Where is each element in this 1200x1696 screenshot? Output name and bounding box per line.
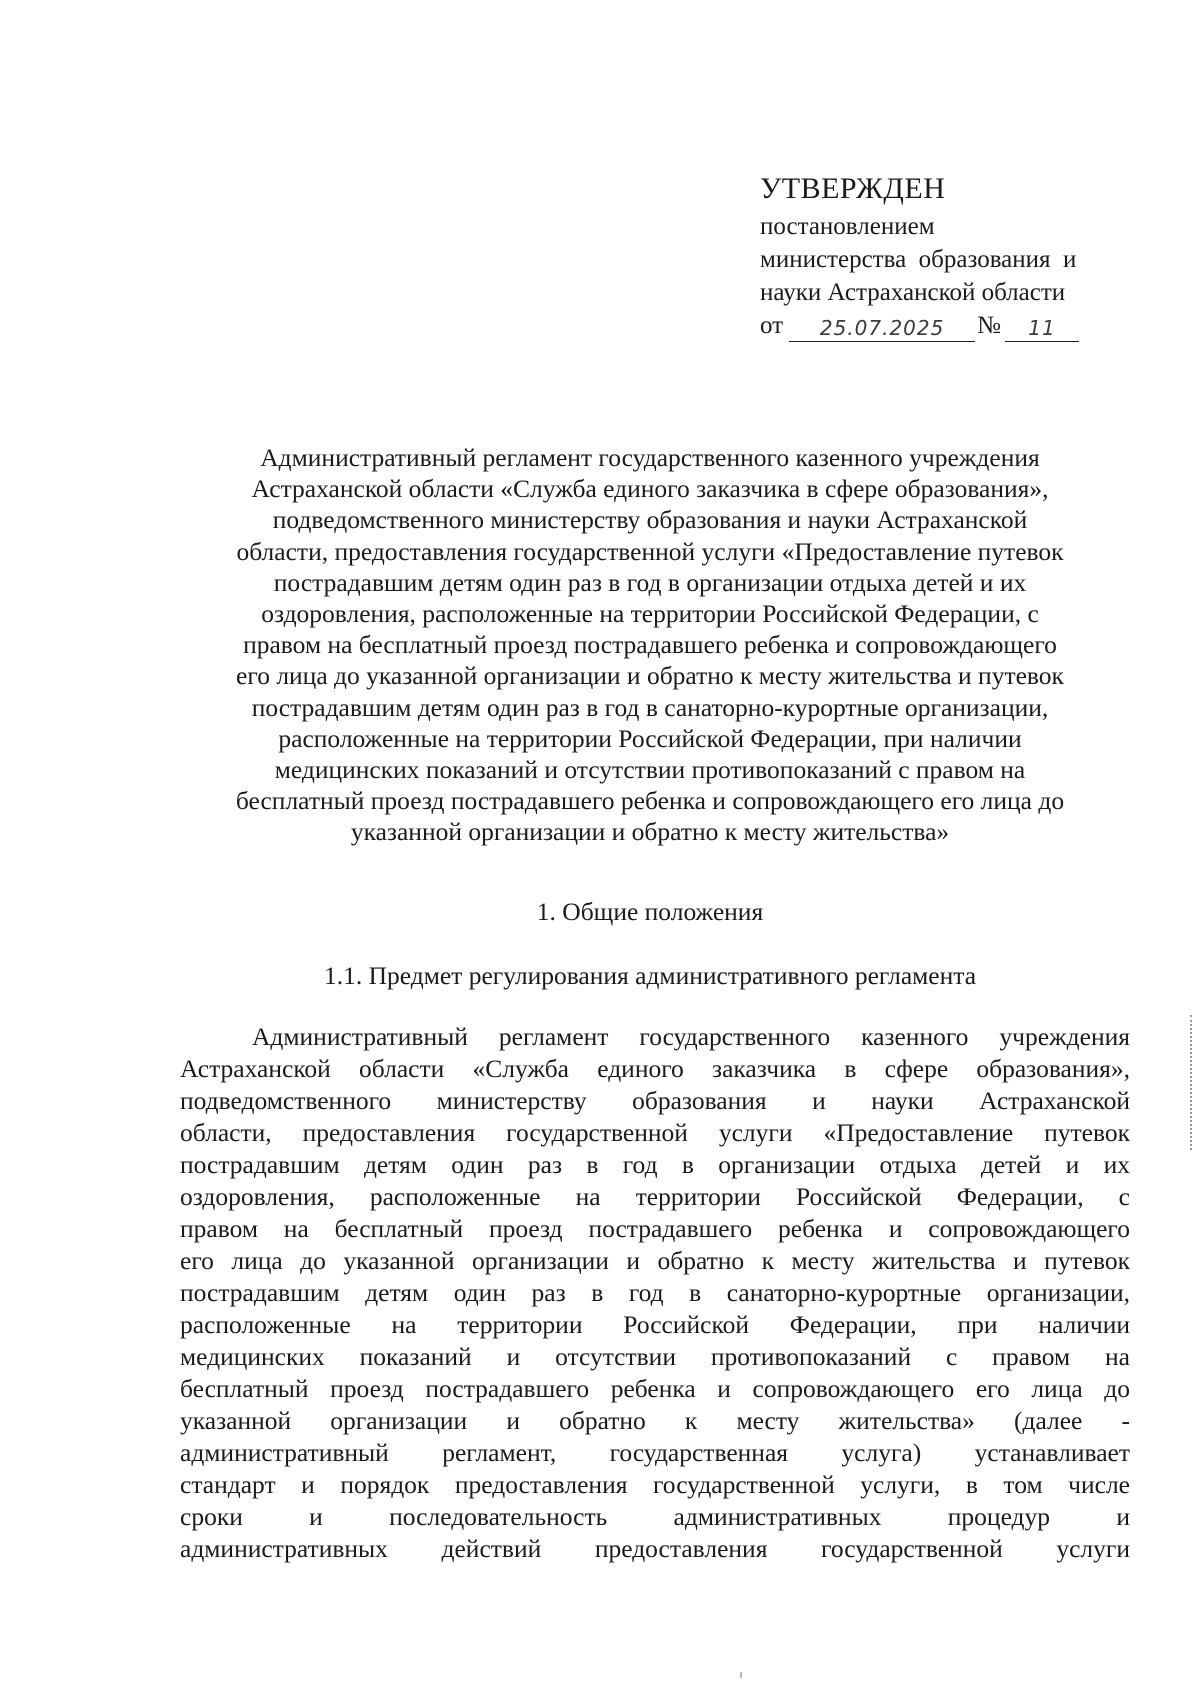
approval-line: постановлением [760, 213, 935, 240]
body-line: расположенные на территории Российской Федерации, при наличии [180, 1310, 1130, 1339]
body-line: стандарт и порядок предоставления государственной услуги, в том числе [180, 1470, 1130, 1499]
body-line: сроки и последовательность административных процедур и [180, 1502, 1130, 1531]
date-prefix: от [760, 312, 784, 339]
body-line: указанной организации и обратно к месту жительства» (далее - [180, 1406, 1130, 1435]
body-line: пострадавшим детям один раз в год в санаторно-курортные организации, [180, 1278, 1130, 1307]
title-line: расположенные на территории Российской Федерации, при наличии [278, 723, 1022, 753]
scan-speck [740, 1672, 742, 1678]
title-line: Астраханской области «Служба единого заказчика в сфере образования», [251, 474, 1049, 504]
approval-line: министерства образования и [760, 246, 1077, 273]
number-sign: № [977, 312, 1001, 339]
body-line: пострадавшим детям один раз в год в организации отдыха детей и их [180, 1150, 1130, 1179]
title-line: оздоровления, расположенные на территории Российской Федерации, с [261, 599, 1039, 629]
title-line: подведомственного министерству образования и науки Астраханской [272, 505, 1028, 535]
approval-line: науки Астраханской области [760, 279, 1066, 306]
handwritten-date: 25.07.2025 [789, 315, 975, 342]
body-line: правом на бесплатный проезд пострадавшего ребенка и сопровождающего [180, 1214, 1130, 1243]
document-title [180, 442, 1120, 848]
body-line: Административный регламент государственного казенного учреждения [252, 1022, 1130, 1051]
title-line: его лица до указанной организации и обратно к месту жительства и путевок [236, 661, 1064, 691]
body-line: Астраханской области «Служба единого заказчика в сфере образования», [180, 1054, 1130, 1083]
approval-title: УТВЕРЖДЕН [760, 172, 946, 205]
title-line: области, предоставления государственной услуги «Предоставление путевок [236, 536, 1064, 566]
body-line: административных действий предоставления государственной услуги [180, 1534, 1130, 1563]
title-line: указанной организации и обратно к месту жительства» [350, 817, 950, 847]
body-line: бесплатный проезд пострадавшего ребенка и сопровождающего его лица до [180, 1374, 1130, 1403]
title-line: правом на бесплатный проезд пострадавшего ребенка и сопровождающего [243, 630, 1057, 660]
body-line: административный регламент, государственная услуга) устанавливает [180, 1438, 1130, 1467]
approval-stamp-block [760, 172, 1140, 342]
approval-date-line [760, 309, 1140, 342]
body-line: подведомственного министерству образования и науки Астраханской [180, 1086, 1130, 1115]
title-line: Административный регламент государственного казенного учреждения [260, 443, 1040, 472]
body-line: области, предоставления государственной услуги «Предоставление путевок [180, 1118, 1130, 1147]
section-heading: 1. Общие положения [536, 897, 764, 926]
subsection-heading: 1.1. Предмет регулирования административного регламента [323, 961, 977, 990]
title-line: бесплатный проезд пострадавшего ребенка и сопровождающего его лица до [235, 786, 1065, 816]
title-line: пострадавшим детям один раз в год в санаторно-курортные организации, [251, 692, 1049, 722]
body-line: оздоровления, расположенные на территории Российской Федерации, с [180, 1182, 1130, 1211]
handwritten-number: 11 [1005, 315, 1079, 342]
body-line: медицинских показаний и отсутствии противопоказаний с правом на [180, 1342, 1130, 1371]
body-paragraph [180, 1021, 1130, 1565]
scan-edge-mark [1190, 1015, 1194, 1150]
title-line: медицинских показаний и отсутствии противопоказаний с правом на [274, 755, 1026, 785]
body-line: его лица до указанной организации и обратно к месту жительства и путевок [180, 1246, 1130, 1275]
title-line: пострадавшим детям один раз в год в организации отдыха детей и их [273, 567, 1027, 597]
